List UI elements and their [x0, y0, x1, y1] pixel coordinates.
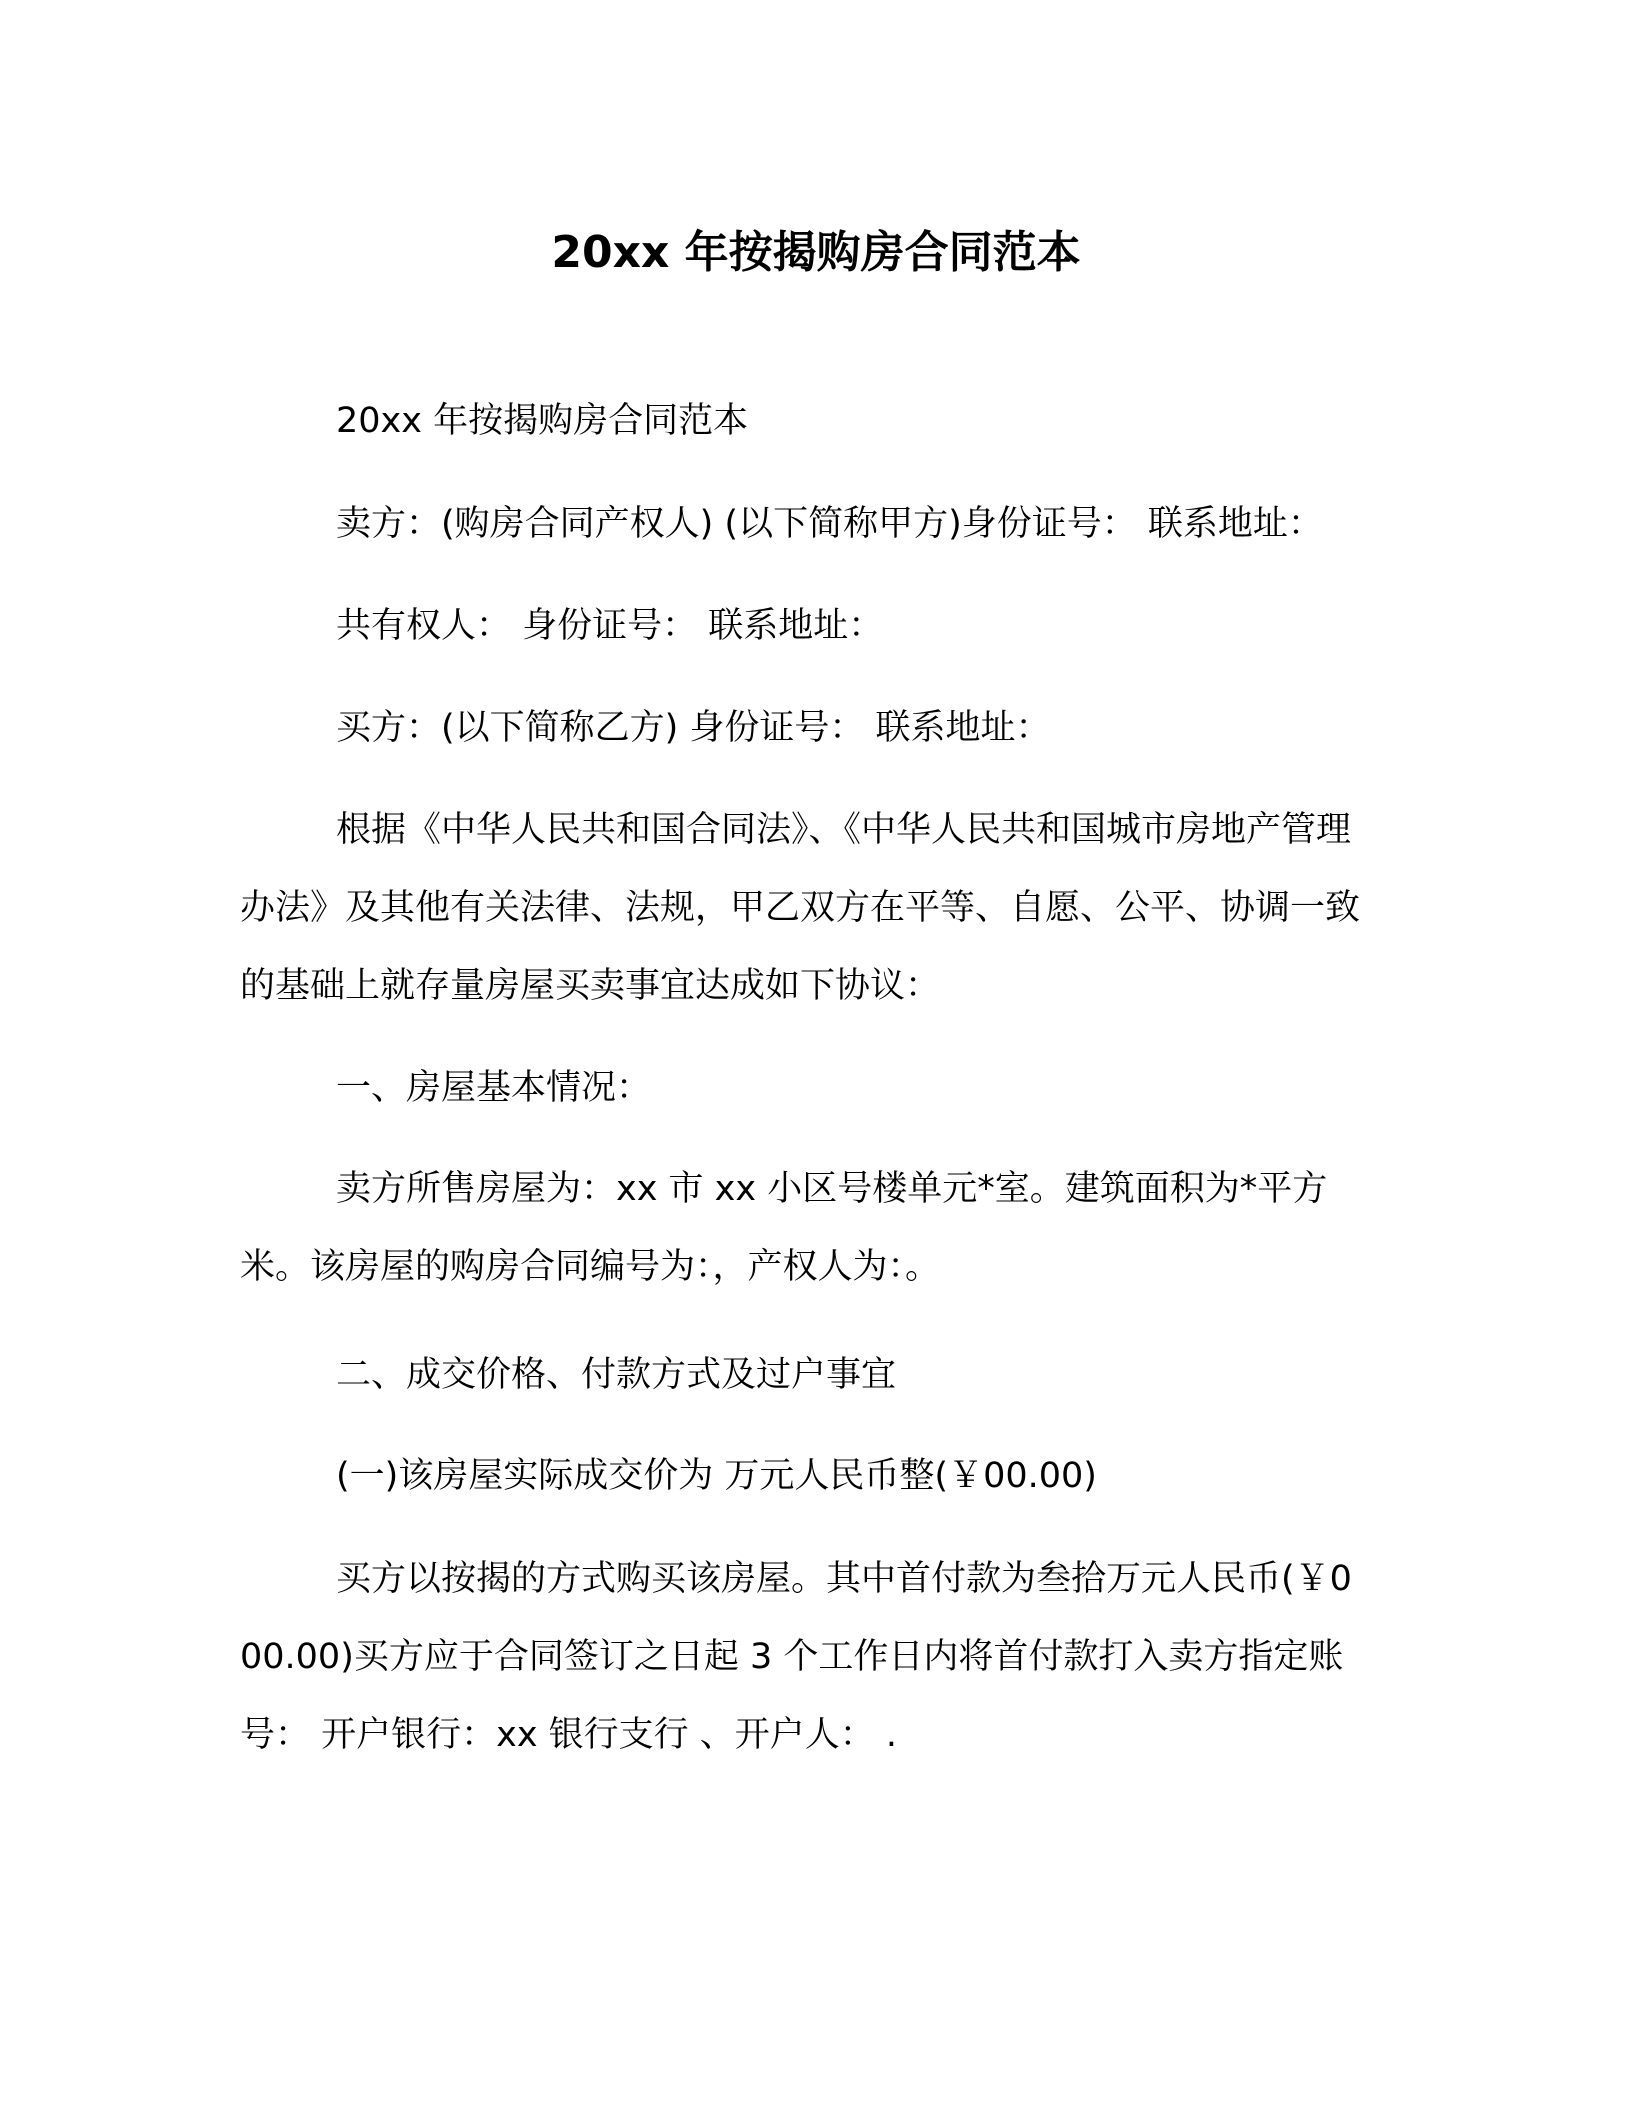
paragraph-seller: 卖方：(购房合同产权人) (以下简称甲方)身份证号： 联系地址： — [336, 504, 1323, 544]
section-heading-house-info: 一、房屋基本情况： — [336, 1068, 652, 1108]
section-heading-price-payment: 二、成交价格、付款方式及过户事宜 — [336, 1355, 897, 1395]
paragraph-heading-repeat: 20xx 年按揭购房合同范本 — [336, 401, 749, 441]
paragraph-buyer: 买方：(以下简称乙方) 身份证号： 联系地址： — [336, 708, 1051, 748]
paragraph-mortgage-payment: 买方以按揭的方式购买该房屋。其中首付款为叁拾万元人民币(￥000.00)买方应于合同签订之日起 3 个工作日内将首付款打入卖方指定账号： 开户银行：xx 银行支行 、开户人： . — [240, 1559, 1352, 1755]
paragraph-legal-basis: 根据《中华人民共和国合同法》、《中华人民共和国城市房地产管理办法》及其他有关法律、法规，甲乙双方在平等、自愿、公平、协调一致的基础上就存量房屋买卖事宜达成如下协议： — [240, 810, 1361, 1006]
paragraph-house-details: 卖方所售房屋为：xx 市 xx 小区号楼单元*室。建筑面积为*平方米。该房屋的购房合同编号为：，产权人为：。 — [240, 1169, 1328, 1287]
document-title: 20xx 年按揭购房合同范本 — [551, 227, 1081, 278]
paragraph-transaction-price: (一)该房屋实际成交价为 万元人民币整(￥00.00) — [336, 1456, 1097, 1496]
paragraph-co-owner: 共有权人： 身份证号： 联系地址： — [336, 606, 884, 646]
